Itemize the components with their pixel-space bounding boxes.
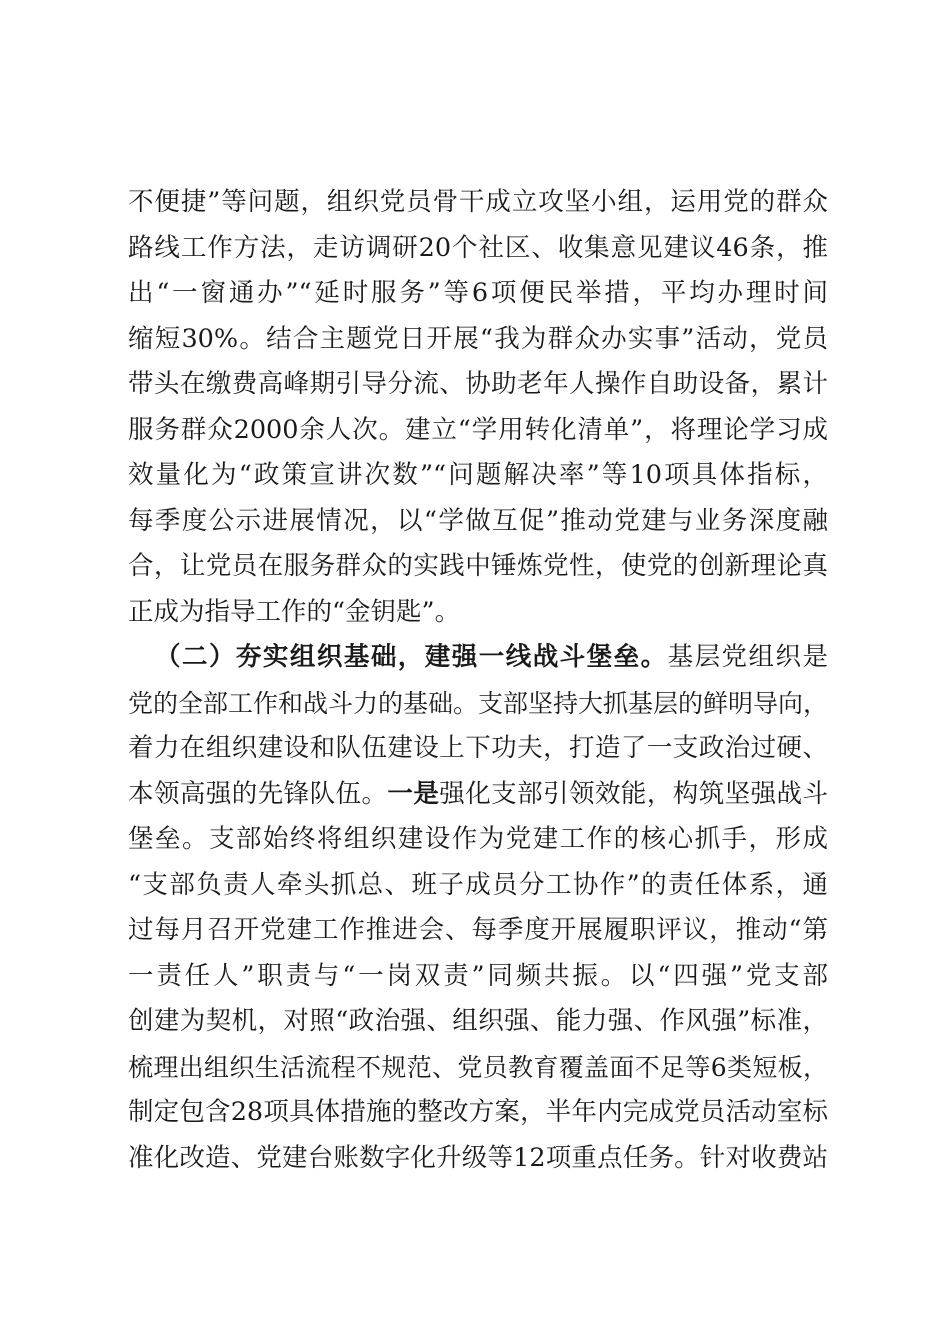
text-line: 着力在组织建设和队伍建设上下功夫，打造了一支政治过硬、	[128, 733, 828, 763]
body-text	[128, 180, 828, 1181]
text-line: 党的全部工作和战斗力的基础。支部坚持大抓基层的鲜明导向，	[128, 688, 828, 718]
text-line	[128, 635, 828, 681]
text-line	[128, 772, 828, 818]
text-line: 过每月召开党建工作推进会、每季度开展履职评议，推动“第	[128, 915, 828, 945]
text-line: 创建为契机，对照“政治强、组织强、能力强、作风强”标准，	[128, 1006, 828, 1036]
text-line: 带头在缴费高峰期引导分流、协助老年人操作自助设备，累计	[128, 369, 828, 399]
text-line: 堡垒。支部始终将组织建设作为党建工作的核心抓手，形成	[128, 824, 828, 854]
text-line: 服务群众2000余人次。建立“学用转化清单”，将理论学习成	[128, 414, 828, 445]
text-line: 合，让党员在服务群众的实践中锤炼党性，使党的创新理论真	[128, 551, 828, 581]
text-line: 效量化为“政策宣讲次数”“问题解决率”等10项具体指标，	[128, 460, 828, 490]
paragraph-2	[128, 635, 828, 1181]
paragraph-1	[128, 180, 828, 635]
emphasis-label: 一是	[387, 778, 440, 809]
section-heading: （二）夯实组织基础，建强一线战斗堡垒。	[155, 642, 668, 672]
text-line: 出“一窗通办”“延时服务”等6项便民举措，平均办理时间	[128, 278, 828, 308]
text-run: 强化支部引领效能，构筑坚强战斗	[439, 778, 828, 809]
text-line: 梳理出组织生活流程不规范、党员教育覆盖面不足等6类短板，	[128, 1052, 828, 1082]
text-line: 不便捷”等问题，组织党员骨干成立攻坚小组，运用党的群众	[128, 187, 828, 217]
text-run: 基层党组织是	[667, 642, 828, 672]
text-line: 制定包含28项具体措施的整改方案，半年内完成党员活动室标	[128, 1097, 828, 1127]
text-run: 本领高强的先锋队伍。	[128, 778, 388, 809]
text-line: 正成为指导工作的“金钥匙”。	[128, 596, 461, 627]
text-line: 路线工作方法，走访调研20个社区、收集意见建议46条，推	[128, 232, 828, 263]
text-line: 准化改造、党建台账数字化升级等12项重点任务。针对收费站	[128, 1142, 828, 1173]
text-line: 每季度公示进展情况，以“学做互促”推动党建与业务深度融	[128, 505, 828, 536]
text-line: “支部负责人牵头抓总、班子成员分工协作”的责任体系，通	[128, 869, 828, 900]
text-line: 缩短30%。结合主题党日开展“我为群众办实事”活动，党员	[128, 323, 828, 354]
text-line: 一责任人”职责与“一岗双责”同频共振。以“四强”党支部	[128, 960, 828, 991]
